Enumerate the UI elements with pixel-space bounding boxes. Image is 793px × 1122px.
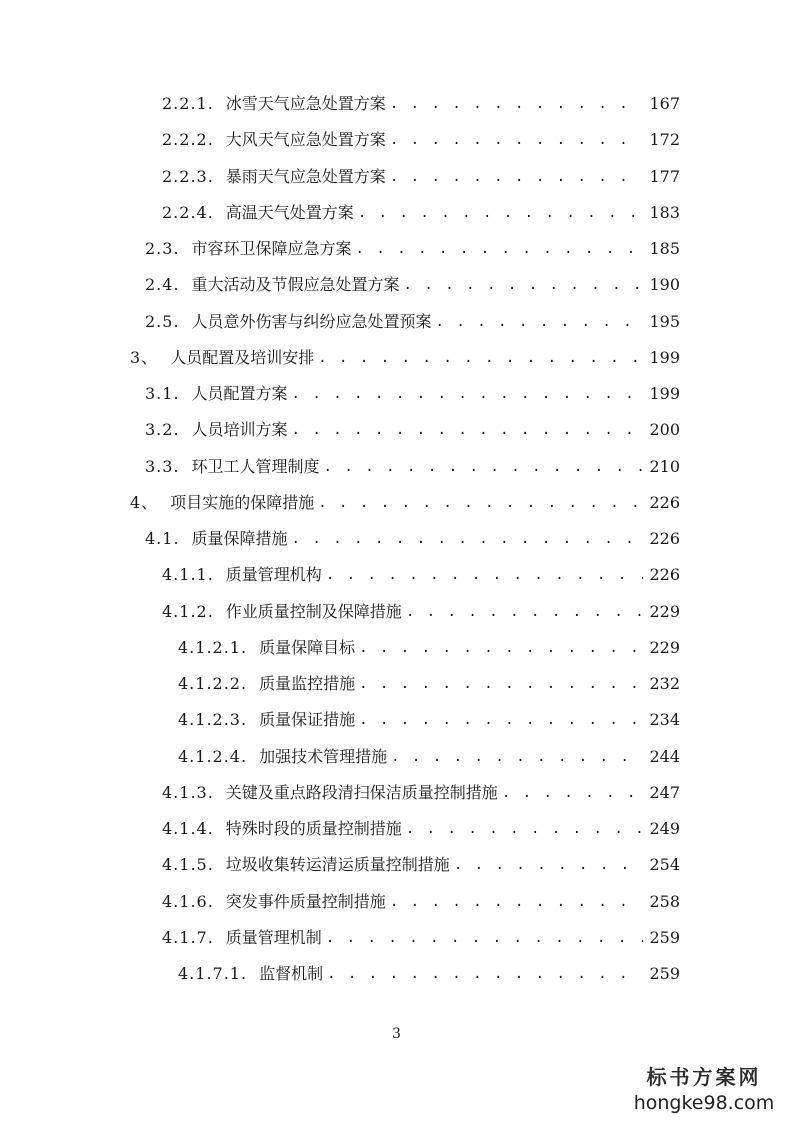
toc-entry-page: 226 xyxy=(649,565,680,584)
toc-entry-number: 4.1.2. xyxy=(162,602,214,621)
toc-entry-title: 暴雨天气应急处置方案 xyxy=(225,167,386,186)
toc-entry-page: 185 xyxy=(649,239,680,258)
toc-leader-dots xyxy=(324,453,644,481)
toc-entry[interactable] xyxy=(178,743,680,771)
toc-entry-number: 4.1.1. xyxy=(162,565,214,584)
toc-entry[interactable] xyxy=(162,779,680,807)
toc-entry-title: 质量保障措施 xyxy=(191,529,288,548)
toc-entry-page: 249 xyxy=(649,819,680,838)
toc-leader-dots xyxy=(292,525,644,553)
toc-entry-number: 4.1.2.3. xyxy=(178,710,248,729)
toc-leader-dots xyxy=(292,416,644,444)
toc-entry-title: 突发事件质量控制措施 xyxy=(225,892,386,911)
toc-entry[interactable] xyxy=(178,634,680,662)
toc-entry-title: 作业质量控制及保障措施 xyxy=(225,602,402,621)
toc-entry-page: 234 xyxy=(649,710,680,729)
toc-entry[interactable] xyxy=(178,706,680,734)
toc-entry-title: 垃圾收集转运清运质量控制措施 xyxy=(225,855,450,874)
toc-entry-title: 加强技术管理措施 xyxy=(259,747,388,766)
toc-entry-page: 226 xyxy=(649,529,680,548)
toc-leader-dots xyxy=(318,489,643,517)
toc-leader-dots xyxy=(406,598,644,626)
toc-leader-dots xyxy=(356,235,644,263)
toc-entry-number: 2.2.2. xyxy=(162,130,214,149)
toc-entry-page: 172 xyxy=(649,130,680,149)
toc-entry-page: 195 xyxy=(649,312,680,331)
toc-entry-title: 人员配置及培训安排 xyxy=(170,348,315,367)
toc-entry[interactable] xyxy=(130,344,680,372)
toc-leader-dots xyxy=(326,924,644,952)
toc-entry[interactable] xyxy=(162,851,680,879)
toc-entry-number: 4.1.2.2. xyxy=(178,674,248,693)
toc-leader-dots xyxy=(327,960,643,988)
toc-entry-page: 183 xyxy=(649,203,680,222)
toc-entry-title: 特殊时段的质量控制措施 xyxy=(225,819,402,838)
toc-entry-number: 4.1.7. xyxy=(162,928,214,947)
toc-leader-dots xyxy=(359,706,643,734)
toc-entry[interactable] xyxy=(162,199,680,227)
watermark-url: hongke98.com xyxy=(633,1092,775,1114)
toc-entry-page: 199 xyxy=(649,348,680,367)
toc-entry-title: 人员配置方案 xyxy=(191,384,288,403)
watermark-title: 标书方案网 xyxy=(646,1065,762,1089)
toc-entry-page: 247 xyxy=(649,783,680,802)
page-number: 3 xyxy=(392,1026,401,1042)
toc-entry-page: 254 xyxy=(649,855,680,874)
toc-entry[interactable] xyxy=(162,598,680,626)
toc-entry-page: 200 xyxy=(649,420,680,439)
toc-entry-number: 3.3. xyxy=(145,457,180,476)
toc-entry-title: 重大活动及节假应急处置方案 xyxy=(191,275,400,294)
toc-leader-dots xyxy=(359,670,643,698)
toc-leader-dots xyxy=(390,163,644,191)
toc-entry[interactable] xyxy=(162,561,680,589)
toc-entry-page: 229 xyxy=(649,602,680,621)
toc-entry-title: 质量保证措施 xyxy=(259,710,356,729)
toc-leader-dots xyxy=(404,271,644,299)
toc-entry-number: 3、 xyxy=(130,348,159,367)
toc-entry-title: 人员意外伤害与纠纷应急处置预案 xyxy=(191,312,432,331)
toc-leader-dots xyxy=(436,308,644,336)
toc-entry[interactable] xyxy=(162,815,680,843)
toc-entry-title: 大风天气应急处置方案 xyxy=(225,130,386,149)
toc-entry-title: 冰雪天气应急处置方案 xyxy=(225,94,386,113)
toc-entry-page: 244 xyxy=(649,747,680,766)
toc-entry-number: 4.1.2.4. xyxy=(178,747,248,766)
toc-entry-number: 2.4. xyxy=(145,275,180,294)
toc-entry[interactable] xyxy=(162,163,680,191)
toc-entry-number: 4.1.6. xyxy=(162,892,214,911)
toc-entry-page: 210 xyxy=(649,457,680,476)
toc-leader-dots xyxy=(358,199,644,227)
toc-entry[interactable] xyxy=(145,308,680,336)
toc-leader-dots xyxy=(390,126,644,154)
toc-leader-dots xyxy=(391,743,643,771)
toc-entry-number: 2.5. xyxy=(145,312,180,331)
toc-entry-number: 4.1. xyxy=(145,529,180,548)
toc-entry[interactable] xyxy=(145,380,680,408)
toc-entry-title: 关键及重点路段清扫保洁质量控制措施 xyxy=(225,783,498,802)
toc-entry-number: 4.1.5. xyxy=(162,855,214,874)
toc-entry-page: 190 xyxy=(649,275,680,294)
toc-entry-number: 2.2.1. xyxy=(162,94,214,113)
toc-entry-page: 199 xyxy=(649,384,680,403)
toc-entry-title: 监督机制 xyxy=(259,964,324,983)
toc-entry-number: 4.1.2.1. xyxy=(178,638,248,657)
toc-entry-title: 质量管理机构 xyxy=(225,565,322,584)
toc-entry-number: 4、 xyxy=(130,493,159,512)
toc-entry-page: 258 xyxy=(649,892,680,911)
toc-entry-number: 2.2.4. xyxy=(162,203,214,222)
toc-entry[interactable] xyxy=(145,235,680,263)
toc-entry-title: 质量保障目标 xyxy=(259,638,356,657)
toc-entry-page: 229 xyxy=(649,638,680,657)
toc-entry[interactable] xyxy=(145,525,680,553)
toc-leader-dots xyxy=(406,815,644,843)
toc-entry-page: 232 xyxy=(649,674,680,693)
toc-entry-number: 4.1.4. xyxy=(162,819,214,838)
toc-entry-page: 167 xyxy=(649,94,680,113)
toc-entry[interactable] xyxy=(162,888,680,916)
toc-entry-number: 4.1.7.1. xyxy=(178,964,248,983)
toc-entry[interactable] xyxy=(162,126,680,154)
toc-entry-number: 2.3. xyxy=(145,239,180,258)
toc-entry-number: 4.1.3. xyxy=(162,783,214,802)
toc-entry[interactable] xyxy=(162,90,680,118)
toc-entry-page: 259 xyxy=(649,964,680,983)
toc-entry-page: 226 xyxy=(649,493,680,512)
toc-leader-dots xyxy=(326,561,644,589)
toc-leader-dots xyxy=(390,888,644,916)
toc-entry[interactable] xyxy=(178,670,680,698)
toc-leader-dots xyxy=(292,380,644,408)
toc-entry-title: 项目实施的保障措施 xyxy=(170,493,315,512)
toc-leader-dots xyxy=(390,90,644,118)
toc-entry-page: 177 xyxy=(649,167,680,186)
toc-entry[interactable] xyxy=(145,416,680,444)
toc-entry-title: 高温天气处置方案 xyxy=(225,203,354,222)
toc-leader-dots xyxy=(359,634,643,662)
toc-entry-title: 市容环卫保障应急方案 xyxy=(191,239,352,258)
toc-entry-page: 259 xyxy=(649,928,680,947)
toc-leader-dots xyxy=(318,344,643,372)
toc-entry-title: 人员培训方案 xyxy=(191,420,288,439)
toc-entry[interactable] xyxy=(145,271,680,299)
toc-entry-number: 3.2. xyxy=(145,420,180,439)
toc-entry[interactable] xyxy=(130,489,680,517)
toc-entry-title: 环卫工人管理制度 xyxy=(191,457,320,476)
toc-entry[interactable] xyxy=(178,960,680,988)
toc-entry-title: 质量监控措施 xyxy=(259,674,356,693)
toc-entry-number: 3.1. xyxy=(145,384,180,403)
toc-entry[interactable] xyxy=(162,924,680,952)
toc-entry[interactable] xyxy=(145,453,680,481)
toc-leader-dots xyxy=(454,851,644,879)
toc-entry-title: 质量管理机制 xyxy=(225,928,322,947)
toc-leader-dots xyxy=(502,779,644,807)
toc-entry-number: 2.2.3. xyxy=(162,167,214,186)
watermark-logo xyxy=(629,1061,779,1114)
